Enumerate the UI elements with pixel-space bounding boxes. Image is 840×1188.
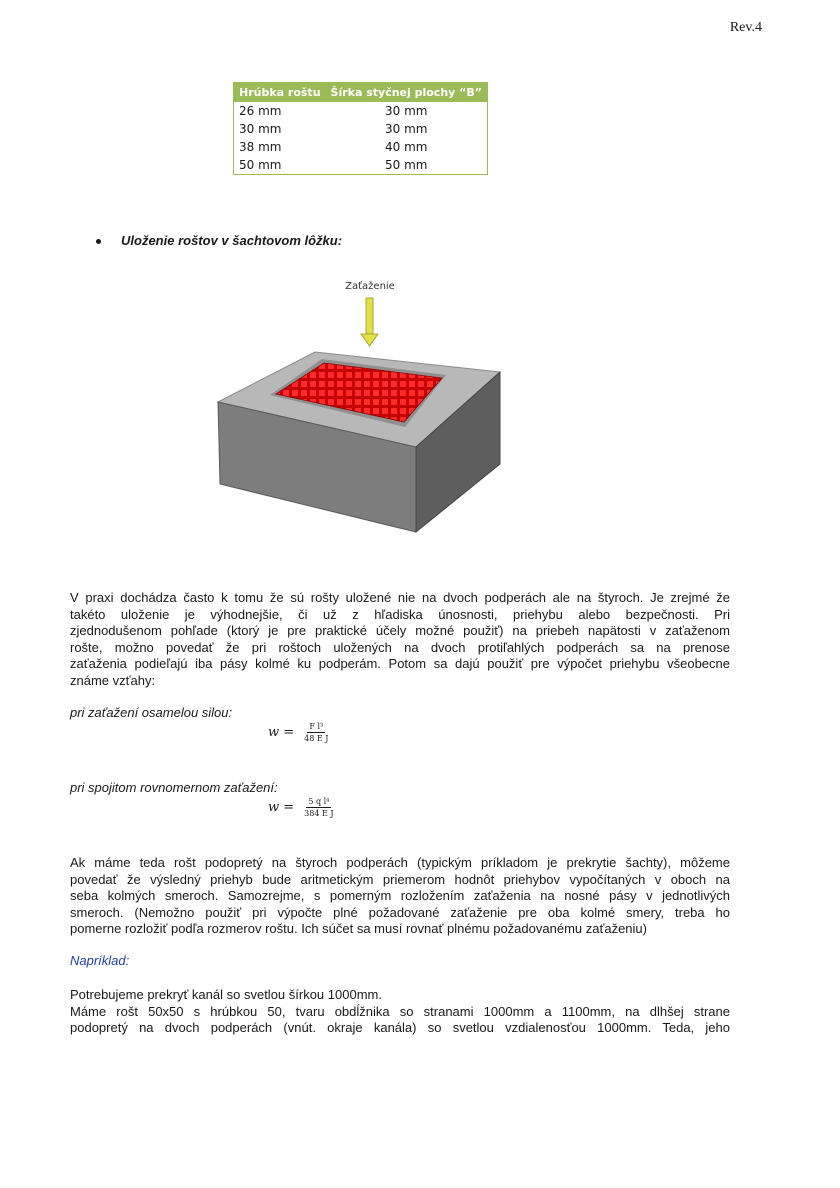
pit-illustration <box>210 272 510 544</box>
load-label: Zaťaženie <box>345 281 395 292</box>
table-row <box>234 138 488 156</box>
paragraph-line: pomerne rozložiť podľa rozmerov roštu. Ich súčet sa musí rovnať plnému požadovanému zaťaženiu) <box>70 921 647 936</box>
grating-spec-table <box>233 82 488 175</box>
paragraph-line: podopretý na dvoch podperách (vnút. okraje kanála) so svetlou vzdialenosťou 1000mm. Teda, jeho <box>70 1020 730 1035</box>
table-cell: 30 mm <box>385 122 428 136</box>
paragraph-line: smeroch. (Nemožno použiť pri výpočte plné požadované zaťaženie pre oba kolmé smery, treba ho <box>70 904 730 920</box>
column-header-thickness: Hrúbka roštu <box>234 83 326 103</box>
paragraph-line: takéto uloženie je výhodnejšie, či už z hľadiska únosnosti, priehybu alebo bezpečnosti. Pri <box>70 606 730 622</box>
formula-lhs: w = <box>268 725 295 740</box>
paragraph-line: Potrebujeme prekryť kanál so svetlou šírkou 1000mm. <box>70 987 382 1002</box>
paragraph-line: Máme rošt 50x50 s hrúbkou 50, tvaru obdĺžnika so stranami 1000mm a 1100mm, na dlhšej strane <box>70 1003 730 1019</box>
paragraph-line: známe vzťahy: <box>70 672 156 688</box>
formula-lhs: w = <box>268 800 295 815</box>
table-row <box>234 156 488 175</box>
table-cell: 40 mm <box>385 140 428 154</box>
section-bullet <box>96 233 342 248</box>
paragraph-line: povedať že výsledný priehyb bude aritmetickým priemerom hodnôt priehybov vypočítaných v oboch na <box>70 871 730 887</box>
table-cell: 26 mm <box>239 104 282 118</box>
paragraph-line: rošte, možno povedať že pri roštoch uložených na dvoch protiľahlých podperách sa na prenose <box>70 639 730 655</box>
formula-numerator: F l³ <box>309 722 324 731</box>
formula-2 <box>268 797 334 818</box>
paragraph-line: zjednodušenom pohľade (ktorý je pre praktické účely možné použiť) na priebeh napätosti v zaťaženom <box>70 623 730 638</box>
formula-fraction <box>304 722 328 743</box>
formula-1 <box>268 722 328 743</box>
column-header-contact-width: Šírka styčnej plochy “B” <box>326 83 488 103</box>
table-cell: 30 mm <box>385 104 428 118</box>
formula-denominator: 384 E J <box>304 809 334 818</box>
table-row <box>234 102 488 120</box>
formula-numerator: 5 q l⁴ <box>308 797 330 806</box>
formula-fraction <box>304 797 333 818</box>
bullet-dot-icon <box>96 239 101 244</box>
formula-1-label: pri zaťažení osamelou silou: <box>70 705 233 720</box>
table-cell: 30 mm <box>239 122 282 136</box>
paragraph-1 <box>70 590 730 689</box>
grating-pit-figure <box>210 272 510 544</box>
section-title: Uloženie roštov v šachtovom lôžku: <box>121 233 343 248</box>
table-cell: 50 mm <box>385 158 428 172</box>
load-arrow-icon <box>361 298 378 346</box>
table-row <box>234 120 488 138</box>
table-header-row <box>234 83 488 103</box>
paragraph-line: V praxi dochádza často k tomu že sú rošty uložené nie na dvoch podperách ale na štyroch. Je zrejmé že <box>70 590 730 605</box>
formula-2-label: pri spojitom rovnomernom zaťažení: <box>70 780 278 795</box>
paragraph-line: zaťaženia podieľajú iba pásy kolmé ku podperám. Potom sa dajú použiť pre výpočet priehybu všeobecne <box>70 656 730 671</box>
paragraph-line: seba kolmých smeroch. Samozrejme, s pomerným rozložením zaťaženia na nosné pásy v jednotlivých <box>70 888 730 903</box>
table-cell: 50 mm <box>239 158 282 172</box>
paragraph-line: Ak máme teda rošt podopretý na štyroch podperách (typickým príkladom je prekrytie šachty), môžeme <box>70 855 730 870</box>
revision-label: Rev.4 <box>729 20 762 35</box>
example-label: Napríklad: <box>70 953 130 968</box>
formula-denominator: 48 E J <box>304 734 329 743</box>
paragraph-2 <box>70 855 730 938</box>
paragraph-3 <box>70 987 730 1037</box>
table-cell: 38 mm <box>239 140 282 154</box>
